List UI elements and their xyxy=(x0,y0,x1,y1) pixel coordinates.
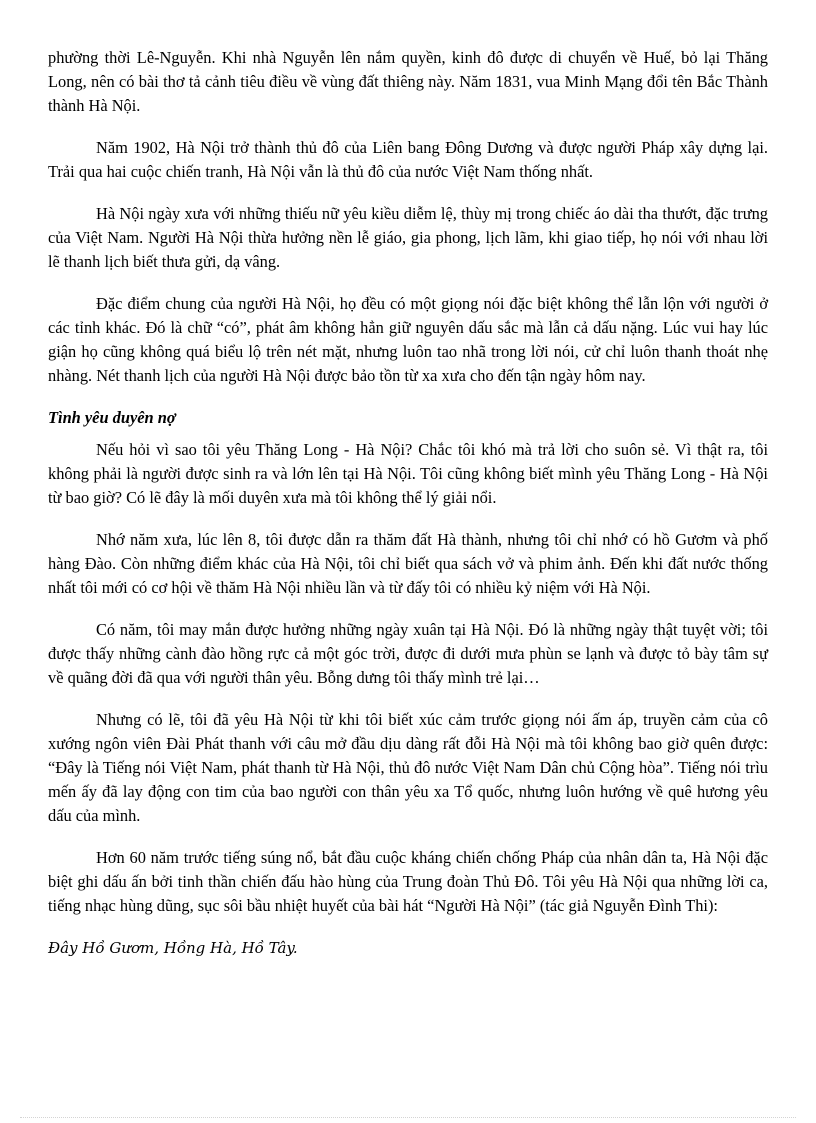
paragraph-7: Có năm, tôi may mắn được hưởng những ngày xuân tại Hà Nội. Đó là những ngày thật tuyệt vời; tôi được thấy những cành đào hồng rực cả một góc trời, được đi dưới mưa phùn se lạnh và được tỏ bày tâm sự về quãng đời đã qua với người thân yêu. Bỗng dưng tôi thấy mình trẻ lại… xyxy=(48,620,768,687)
section-heading: Tình yêu duyên nợ xyxy=(48,408,176,427)
paragraph-2: Năm 1902, Hà Nội trở thành thủ đô của Liên bang Đông Dương và được người Pháp xây dựng lại. Trải qua hai cuộc chiến tranh, Hà Nội vẫn là thủ đô của nước Việt Nam thống nhất. xyxy=(48,138,768,181)
paragraph-9: Hơn 60 năm trước tiếng súng nổ, bắt đầu cuộc kháng chiến chống Pháp của nhân dân ta, Hà Nội đặc biệt ghi dấu ấn bởi tinh thần chiến đấu hào hùng của Trung đoàn Thủ Đô. Tôi yêu Hà Nội qua những lời ca, tiếng nhạc hùng dũng, sục sôi bầu nhiệt huyết của bài hát “Người Hà Nội” (tác giả Nguyễn Đình Thi): xyxy=(48,848,768,915)
document-page xyxy=(48,46,768,960)
verse-line: Đây Hồ Gươm, Hồng Hà, Hồ Tây. xyxy=(48,939,298,957)
paragraph-5: Nếu hỏi vì sao tôi yêu Thăng Long - Hà Nội? Chắc tôi khó mà trả lời cho suôn sẻ. Vì thật ra, tôi không phải là người được sinh ra và lớn lên tại Hà Nội. Tôi cũng không biết mình yêu Thăng Long - Hà Nội từ bao giờ? Có lẽ đây là mối duyên xưa mà tôi không thể lý giải nổi. xyxy=(48,440,768,507)
page-bottom-divider xyxy=(20,1117,796,1118)
paragraph-4: Đặc điểm chung của người Hà Nội, họ đều có một giọng nói đặc biệt không thể lẫn lộn với người ở các tỉnh khác. Đó là chữ “có”, phát âm không hẳn giữ nguyên dấu sắc mà lẫn cả dấu nặng. Lúc vui hay lúc giận họ cũng không quá biểu lộ trên nét mặt, nhưng luôn tao nhã trong lời nói, cử chỉ luôn thanh thoát nhẹ nhàng. Nét thanh lịch của người Hà Nội được bảo tồn từ xa xưa cho đến tận ngày hôm nay. xyxy=(48,294,768,385)
paragraph-6: Nhớ năm xưa, lúc lên 8, tôi được dẫn ra thăm đất Hà thành, nhưng tôi chỉ nhớ có hồ Gươm và phố hàng Đào. Còn những điểm khác của Hà Nội, tôi chỉ biết qua sách vở và phim ảnh. Đến khi đất nước thống nhất tôi mới có cơ hội về thăm Hà Nội nhiều lần và từ đấy tôi có nhiều kỷ niệm với Hà Nội. xyxy=(48,530,768,597)
paragraph-1: phường thời Lê-Nguyễn. Khi nhà Nguyễn lên nắm quyền, kinh đô được di chuyển về Huế, bỏ lại Thăng Long, nên có bài thơ tả cảnh tiêu điều về vùng đất thiêng này. Năm 1831, vua Minh Mạng đổi tên Bắc Thành thành Hà Nội. xyxy=(48,48,768,115)
paragraph-3: Hà Nội ngày xưa với những thiếu nữ yêu kiều diễm lệ, thùy mị trong chiếc áo dài tha thướt, đặc trưng của Việt Nam. Người Hà Nội thừa hưởng nền lễ giáo, gia phong, lịch lãm, khi giao tiếp, họ nói với nhau lời lẽ thanh lịch biết thưa gửi, dạ vâng. xyxy=(48,204,768,271)
paragraph-8: Nhưng có lẽ, tôi đã yêu Hà Nội từ khi tôi biết xúc cảm trước giọng nói ấm áp, truyền cảm của cô xướng ngôn viên Đài Phát thanh với câu mở đầu dịu dàng rất đỗi Hà Nội mà tôi không bao giờ quên được: “Đây là Tiếng nói Việt Nam, phát thanh từ Hà Nội, thủ đô nước Việt Nam Dân chủ Cộng hòa”. Tiếng nói trìu mến ấy đã lay động con tim của bao người con thân yêu xa Tổ quốc, nhưng luôn hướng về quê hương yêu dấu của mình. xyxy=(48,710,768,825)
